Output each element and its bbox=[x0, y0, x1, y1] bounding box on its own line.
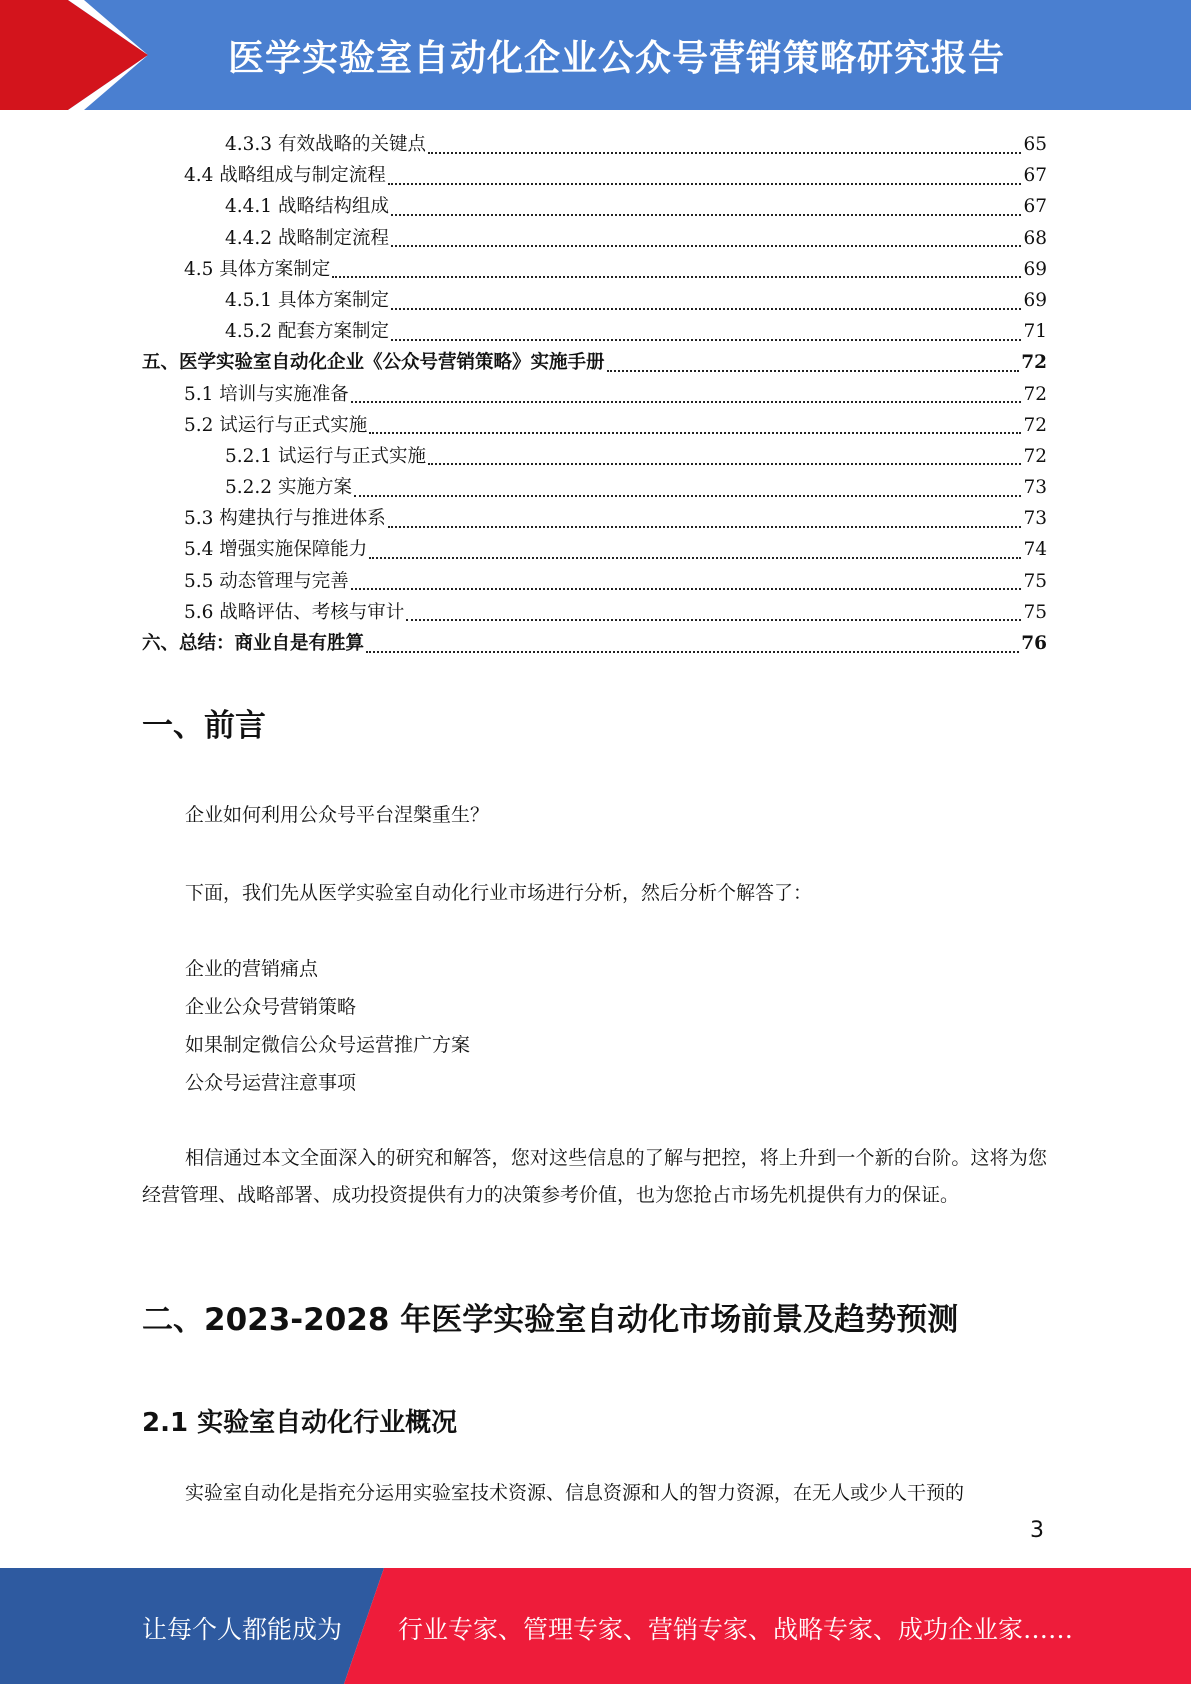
toc-leader-dots bbox=[369, 557, 1021, 559]
preface-intro: 下面，我们先从医学实验室自动化行业市场进行分析，然后分析个解答了： bbox=[185, 882, 813, 904]
toc-entry-page: 74 bbox=[1023, 539, 1047, 561]
preface-item: 企业的营销痛点 bbox=[185, 958, 319, 980]
toc-entry-label: 5.6 战略评估、考核与审计 bbox=[184, 601, 405, 623]
toc-entry-label: 5.1 培训与实施准备 bbox=[184, 383, 349, 405]
preface-item: 如果制定微信公众号运营推广方案 bbox=[185, 1034, 471, 1056]
toc-entry-label: 5.5 动态管理与完善 bbox=[184, 570, 349, 592]
table-of-contents bbox=[142, 129, 1047, 659]
body-paragraph: 实验室自动化是指充分运用实验室技术资源、信息资源和人的智力资源，在无人或少人干预的 bbox=[185, 1482, 965, 1504]
toc-entry[interactable] bbox=[142, 379, 1047, 410]
footer-band bbox=[0, 1568, 1191, 1684]
toc-entry-label: 5.4 增强实施保障能力 bbox=[184, 539, 368, 561]
toc-leader-dots bbox=[406, 619, 1021, 621]
toc-leader-dots bbox=[391, 245, 1021, 247]
toc-entry-label: 六、总结：商业自是有胜算 bbox=[142, 633, 365, 654]
toc-entry[interactable] bbox=[142, 160, 1047, 191]
toc-entry-page: 75 bbox=[1023, 601, 1047, 623]
toc-entry[interactable] bbox=[142, 472, 1047, 503]
toc-entry-page: 72 bbox=[1021, 352, 1047, 374]
toc-entry[interactable] bbox=[142, 191, 1047, 222]
toc-entry-label: 五、医学实验室自动化企业《公众号营销策略》实施手册 bbox=[142, 352, 605, 374]
toc-entry-page: 69 bbox=[1023, 258, 1047, 280]
footer-slogan-left: 让每个人都能成为 bbox=[142, 1615, 343, 1644]
toc-leader-dots bbox=[354, 495, 1022, 497]
toc-entry-label: 5.3 构建执行与推进体系 bbox=[184, 508, 386, 530]
toc-entry-label: 4.5 具体方案制定 bbox=[184, 258, 331, 280]
toc-entry[interactable] bbox=[142, 441, 1047, 472]
header-band bbox=[0, 0, 1191, 110]
toc-entry-page: 76 bbox=[1021, 633, 1047, 654]
page-number: 3 bbox=[1030, 1518, 1044, 1543]
subsection-heading: 2.1 实验室自动化行业概况 bbox=[142, 1408, 458, 1438]
toc-entry-label: 5.2.1 试运行与正式实施 bbox=[225, 445, 426, 467]
toc-entry[interactable] bbox=[142, 347, 1047, 378]
preface-item: 公众号运营注意事项 bbox=[185, 1072, 357, 1094]
preface-question: 企业如何利用公众号平台涅槃重生？ bbox=[185, 804, 490, 826]
preface-item: 企业公众号营销策略 bbox=[185, 996, 357, 1018]
toc-leader-dots bbox=[391, 214, 1021, 216]
toc-entry[interactable] bbox=[142, 534, 1047, 565]
toc-entry-label: 4.4.2 战略制定流程 bbox=[225, 227, 389, 249]
toc-entry[interactable] bbox=[142, 503, 1047, 534]
preface-closing-paragraph: 相信通过本文全面深入的研究和解答，您对这些信息的了解与把控，将上升到一个新的台阶。这将为您经营管理、战略部署、成功投资提供有力的决策参考价值，也为您抢占市场先机提供有力的保证。 bbox=[142, 1147, 1047, 1206]
toc-leader-dots bbox=[391, 339, 1021, 341]
toc-entry-page: 65 bbox=[1023, 134, 1047, 155]
toc-entry-label: 4.4 战略组成与制定流程 bbox=[184, 165, 386, 187]
toc-leader-dots bbox=[428, 152, 1021, 154]
toc-entry[interactable] bbox=[142, 285, 1047, 316]
toc-entry-page: 73 bbox=[1023, 477, 1047, 499]
toc-entry[interactable] bbox=[142, 628, 1047, 659]
footer-slogan-right: 行业专家、管理专家、营销专家、战略专家、成功企业家…… bbox=[398, 1615, 1074, 1644]
toc-leader-dots bbox=[369, 432, 1021, 434]
toc-entry-page: 67 bbox=[1023, 165, 1047, 187]
toc-entry-page: 67 bbox=[1023, 196, 1047, 218]
toc-entry[interactable] bbox=[142, 254, 1047, 285]
toc-entry-page: 72 bbox=[1023, 383, 1047, 405]
toc-entry-page: 72 bbox=[1023, 414, 1047, 436]
toc-entry-label: 4.5.2 配套方案制定 bbox=[225, 321, 389, 343]
toc-leader-dots bbox=[388, 526, 1022, 528]
section-heading-market: 二、2023-2028 年医学实验室自动化市场前景及趋势预测 bbox=[142, 1302, 959, 1338]
report-title: 医学实验室自动化企业公众号营销策略研究报告 bbox=[228, 38, 1006, 79]
section-heading-preface: 一、前言 bbox=[142, 708, 266, 744]
toc-leader-dots bbox=[351, 401, 1022, 403]
toc-entry[interactable] bbox=[142, 223, 1047, 254]
toc-entry[interactable] bbox=[142, 597, 1047, 628]
toc-entry[interactable] bbox=[142, 129, 1047, 160]
toc-entry-page: 75 bbox=[1023, 570, 1047, 592]
toc-entry[interactable] bbox=[142, 566, 1047, 597]
toc-leader-dots bbox=[391, 308, 1021, 310]
toc-leader-dots bbox=[388, 183, 1022, 185]
toc-leader-dots bbox=[351, 588, 1022, 590]
toc-entry[interactable] bbox=[142, 316, 1047, 347]
toc-leader-dots bbox=[428, 463, 1021, 465]
toc-entry-page: 71 bbox=[1023, 321, 1047, 343]
red-chevron-icon bbox=[0, 0, 160, 110]
toc-leader-dots bbox=[607, 370, 1020, 372]
toc-entry-page: 73 bbox=[1023, 508, 1047, 530]
toc-entry-page: 72 bbox=[1023, 445, 1047, 467]
toc-entry-page: 69 bbox=[1023, 289, 1047, 311]
toc-entry[interactable] bbox=[142, 410, 1047, 441]
toc-entry-label: 4.3.3 有效战略的关键点 bbox=[225, 134, 426, 155]
toc-entry-label: 5.2.2 实施方案 bbox=[225, 477, 352, 499]
toc-entry-page: 68 bbox=[1023, 227, 1047, 249]
toc-entry-label: 4.4.1 战略结构组成 bbox=[225, 196, 389, 218]
toc-entry-label: 4.5.1 具体方案制定 bbox=[225, 289, 389, 311]
toc-leader-dots bbox=[332, 276, 1021, 278]
toc-entry-label: 5.2 试运行与正式实施 bbox=[184, 414, 368, 436]
toc-leader-dots bbox=[366, 651, 1019, 653]
